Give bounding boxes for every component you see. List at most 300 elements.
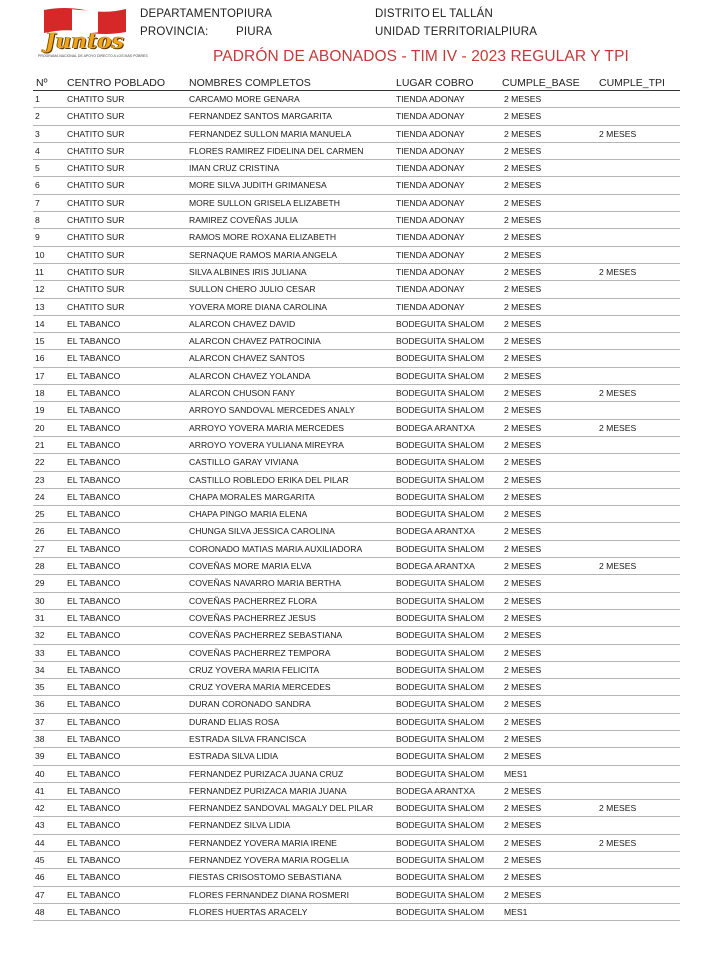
col-cumple-tpi: CUMPLE_TPI: [599, 77, 665, 89]
table-row: [33, 316, 680, 333]
row-centro-poblado: CHATITO SUR: [67, 266, 125, 277]
row-nombre: FERNANDEZ PURIZACA JUANA CRUZ: [189, 768, 344, 779]
row-number: 13: [35, 301, 45, 312]
row-number: 8: [35, 215, 40, 226]
row-centro-poblado: CHATITO SUR: [67, 284, 125, 295]
table-row: [33, 333, 680, 350]
dep-value: PIURA: [236, 8, 273, 20]
row-centro-poblado: CHATITO SUR: [67, 145, 125, 156]
table-row: [33, 575, 680, 592]
row-cumple-base: 2 MESES: [504, 457, 542, 468]
row-lugar-cobro: TIENDA ADONAY: [396, 94, 465, 104]
row-number: 22: [35, 457, 45, 468]
row-cumple-base: 2 MESES: [504, 266, 542, 277]
table-row: [33, 454, 680, 471]
row-lugar-cobro: BODEGUITA SHALOM: [396, 716, 485, 727]
row-number: 21: [35, 439, 45, 450]
row-lugar-cobro: TIENDA ADONAY: [396, 249, 465, 260]
row-nombre: ARROYO YOVERA MARIA MERCEDES: [189, 422, 345, 433]
table-row: [33, 748, 680, 765]
row-number: 46: [35, 872, 45, 883]
table-row: [33, 783, 680, 800]
table-row: [33, 506, 680, 523]
row-lugar-cobro: BODEGUITA SHALOM: [396, 682, 485, 693]
table-row: [33, 731, 680, 748]
table-row: [33, 229, 680, 246]
row-centro-poblado: CHATITO SUR: [67, 215, 125, 226]
row-nombre: ARROYO YOVERA YULIANA MIREYRA: [189, 439, 344, 450]
row-nombre: COVEÑAS MORE MARIA ELVA: [189, 561, 312, 572]
row-number: 33: [35, 647, 45, 658]
table-row: [33, 714, 680, 731]
row-number: 32: [35, 630, 45, 641]
row-number: 2: [35, 111, 40, 122]
row-number: 10: [35, 249, 45, 260]
row-cumple-base: 2 MESES: [504, 163, 542, 174]
row-number: 9: [35, 232, 40, 243]
row-cumple-base: 2 MESES: [504, 872, 542, 883]
row-cumple-base: MES1: [504, 768, 528, 779]
row-centro-poblado: EL TABANCO: [67, 906, 121, 917]
row-lugar-cobro: BODEGUITA SHALOM: [396, 370, 485, 381]
row-lugar-cobro: BODEGUITA SHALOM: [396, 647, 485, 658]
row-cumple-base: 2 MESES: [504, 111, 542, 122]
row-number: 1: [35, 94, 40, 104]
row-centro-poblado: EL TABANCO: [67, 803, 121, 814]
row-lugar-cobro: BODEGUITA SHALOM: [396, 509, 485, 520]
row-nombre: CASTILLO ROBLEDO ERIKA DEL PILAR: [189, 474, 349, 485]
dist-value: EL TALLÁN: [432, 8, 494, 20]
table-row: [33, 627, 680, 644]
juntos-logo: [38, 6, 148, 58]
row-nombre: COVEÑAS PACHERREZ TEMPORA: [189, 647, 331, 658]
row-cumple-tpi: 2 MESES: [599, 561, 637, 572]
row-number: 12: [35, 284, 45, 295]
row-nombre: ARROYO SANDOVAL MERCEDES ANALY: [189, 405, 356, 416]
row-cumple-base: 2 MESES: [504, 439, 542, 450]
row-cumple-tpi: 2 MESES: [599, 128, 637, 139]
row-cumple-base: 2 MESES: [504, 803, 542, 814]
prov-value: PIURA: [236, 26, 273, 38]
row-centro-poblado: EL TABANCO: [67, 543, 121, 554]
row-cumple-base: 2 MESES: [504, 630, 542, 641]
row-cumple-base: 2 MESES: [504, 180, 542, 191]
row-cumple-base: 2 MESES: [504, 889, 542, 900]
row-number: 18: [35, 388, 45, 399]
row-cumple-base: 2 MESES: [504, 664, 542, 675]
row-number: 26: [35, 526, 45, 537]
row-centro-poblado: EL TABANCO: [67, 405, 121, 416]
row-number: 6: [35, 180, 40, 191]
row-nombre: SILVA ALBINES IRIS JULIANA: [189, 266, 307, 277]
row-centro-poblado: EL TABANCO: [67, 578, 121, 589]
row-number: 17: [35, 370, 45, 381]
row-nombre: ALARCON CHAVEZ YOLANDA: [189, 370, 311, 381]
row-cumple-base: 2 MESES: [504, 682, 542, 693]
row-centro-poblado: EL TABANCO: [67, 561, 121, 572]
row-number: 5: [35, 163, 40, 174]
row-lugar-cobro: TIENDA ADONAY: [396, 111, 465, 122]
row-centro-poblado: CHATITO SUR: [67, 232, 125, 243]
row-centro-poblado: EL TABANCO: [67, 872, 121, 883]
row-nombre: ALARCON CHAVEZ SANTOS: [189, 353, 305, 364]
row-cumple-base: 2 MESES: [504, 526, 542, 537]
row-number: 45: [35, 855, 45, 866]
row-centro-poblado: EL TABANCO: [67, 526, 121, 537]
table-row: [33, 143, 680, 160]
row-centro-poblado: EL TABANCO: [67, 370, 121, 381]
row-lugar-cobro: BODEGUITA SHALOM: [396, 474, 485, 485]
row-lugar-cobro: TIENDA ADONAY: [396, 197, 465, 208]
document-title: PADRÓN DE ABONADOS - TIM IV - 2023 REGULAR Y TPI: [213, 48, 629, 65]
table-row: [33, 350, 680, 367]
table-body: [33, 91, 680, 921]
row-lugar-cobro: TIENDA ADONAY: [396, 128, 465, 139]
row-nombre: FIESTAS CRISOSTOMO SEBASTIANA: [189, 872, 342, 883]
table-row: [33, 212, 680, 229]
row-number: 28: [35, 561, 45, 572]
row-cumple-tpi: 2 MESES: [599, 422, 637, 433]
row-nombre: FLORES RAMIREZ FIDELINA DEL CARMEN: [189, 145, 364, 156]
row-nombre: CARCAMO MORE GENARA: [189, 94, 300, 104]
table-row: [33, 800, 680, 817]
row-nombre: MORE SULLON GRISELA ELIZABETH: [189, 197, 340, 208]
row-lugar-cobro: TIENDA ADONAY: [396, 163, 465, 174]
row-nombre: RAMIREZ COVEÑAS JULIA: [189, 215, 298, 226]
row-number: 31: [35, 612, 45, 623]
row-lugar-cobro: TIENDA ADONAY: [396, 301, 465, 312]
row-cumple-base: 2 MESES: [504, 595, 542, 606]
row-cumple-base: 2 MESES: [504, 612, 542, 623]
row-nombre: CASTILLO GARAY VIVIANA: [189, 457, 299, 468]
table-row: [33, 472, 680, 489]
logo-wordmark: Juntos: [45, 28, 125, 53]
row-lugar-cobro: BODEGUITA SHALOM: [396, 664, 485, 675]
row-lugar-cobro: BODEGUITA SHALOM: [396, 751, 485, 762]
row-cumple-base: 2 MESES: [504, 422, 542, 433]
row-cumple-base: 2 MESES: [504, 785, 542, 796]
row-lugar-cobro: BODEGUITA SHALOM: [396, 820, 485, 831]
row-cumple-base: 2 MESES: [504, 733, 542, 744]
row-lugar-cobro: BODEGUITA SHALOM: [396, 837, 485, 848]
row-lugar-cobro: BODEGUITA SHALOM: [396, 405, 485, 416]
row-nombre: FERNANDEZ SULLON MARIA MANUELA: [189, 128, 352, 139]
row-nombre: MORE SILVA JUDITH GRIMANESA: [189, 180, 327, 191]
table-header: [33, 76, 680, 91]
row-cumple-base: 2 MESES: [504, 145, 542, 156]
row-centro-poblado: EL TABANCO: [67, 768, 121, 779]
row-number: 20: [35, 422, 45, 433]
row-centro-poblado: CHATITO SUR: [67, 94, 125, 104]
row-nombre: ESTRADA SILVA LIDIA: [189, 751, 278, 762]
row-centro-poblado: EL TABANCO: [67, 837, 121, 848]
col-centro-poblado: CENTRO POBLADO: [67, 77, 166, 89]
table-row: [33, 264, 680, 281]
row-number: 36: [35, 699, 45, 710]
row-number: 30: [35, 595, 45, 606]
row-centro-poblado: EL TABANCO: [67, 388, 121, 399]
table-row: [33, 402, 680, 419]
row-cumple-base: MES1: [504, 906, 528, 917]
row-centro-poblado: EL TABANCO: [67, 318, 121, 329]
row-centro-poblado: EL TABANCO: [67, 751, 121, 762]
row-number: 41: [35, 785, 45, 796]
row-lugar-cobro: BODEGUITA SHALOM: [396, 318, 485, 329]
row-centro-poblado: CHATITO SUR: [67, 128, 125, 139]
row-nombre: CHAPA MORALES MARGARITA: [189, 491, 315, 502]
row-number: 47: [35, 889, 45, 900]
dep-label: DEPARTAMENTO: [140, 8, 237, 20]
row-lugar-cobro: TIENDA ADONAY: [396, 215, 465, 226]
row-number: 39: [35, 751, 45, 762]
row-number: 37: [35, 716, 45, 727]
row-lugar-cobro: TIENDA ADONAY: [396, 180, 465, 191]
row-nombre: FERNANDEZ YOVERA MARIA ROGELIA: [189, 855, 349, 866]
row-cumple-base: 2 MESES: [504, 561, 542, 572]
row-nombre: COVEÑAS NAVARRO MARIA BERTHA: [189, 578, 341, 589]
table-row: [33, 91, 680, 108]
table-row: [33, 541, 680, 558]
row-number: 7: [35, 197, 40, 208]
row-nombre: CORONADO MATIAS MARIA AUXILIADORA: [189, 543, 363, 554]
row-nombre: ESTRADA SILVA FRANCISCA: [189, 733, 307, 744]
row-lugar-cobro: BODEGUITA SHALOM: [396, 612, 485, 623]
row-number: 14: [35, 318, 45, 329]
row-cumple-base: 2 MESES: [504, 837, 542, 848]
row-cumple-base: 2 MESES: [504, 94, 542, 104]
table-row: [33, 385, 680, 402]
row-nombre: CRUZ YOVERA MARIA FELICITA: [189, 664, 320, 675]
row-cumple-base: 2 MESES: [504, 336, 542, 347]
row-centro-poblado: EL TABANCO: [67, 733, 121, 744]
table-row: [33, 817, 680, 834]
row-cumple-base: 2 MESES: [504, 370, 542, 381]
row-number: 29: [35, 578, 45, 589]
row-lugar-cobro: BODEGUITA SHALOM: [396, 803, 485, 814]
row-nombre: FERNANDEZ YOVERA MARIA IRENE: [189, 837, 337, 848]
row-cumple-base: 2 MESES: [504, 232, 542, 243]
table-row: [33, 662, 680, 679]
row-centro-poblado: EL TABANCO: [67, 630, 121, 641]
row-lugar-cobro: BODEGUITA SHALOM: [396, 457, 485, 468]
row-centro-poblado: EL TABANCO: [67, 664, 121, 675]
row-nombre: FERNANDEZ SILVA LIDIA: [189, 820, 291, 831]
row-lugar-cobro: BODEGUITA SHALOM: [396, 491, 485, 502]
row-cumple-base: 2 MESES: [504, 491, 542, 502]
row-lugar-cobro: BODEGUITA SHALOM: [396, 595, 485, 606]
row-lugar-cobro: BODEGUITA SHALOM: [396, 336, 485, 347]
row-centro-poblado: EL TABANCO: [67, 647, 121, 658]
row-centro-poblado: EL TABANCO: [67, 353, 121, 364]
row-cumple-base: 2 MESES: [504, 284, 542, 295]
row-number: 35: [35, 682, 45, 693]
table-row: [33, 610, 680, 627]
table-row: [33, 558, 680, 575]
table-row: [33, 437, 680, 454]
row-lugar-cobro: BODEGUITA SHALOM: [396, 872, 485, 883]
prov-label: PROVINCIA:: [140, 26, 209, 38]
table-row: [33, 869, 680, 886]
table-row: [33, 368, 680, 385]
row-lugar-cobro: BODEGUITA SHALOM: [396, 630, 485, 641]
row-nombre: FLORES HUERTAS ARACELY: [189, 906, 308, 917]
row-number: 15: [35, 336, 45, 347]
row-nombre: ALARCON CHAVEZ PATROCINIA: [189, 336, 321, 347]
row-number: 27: [35, 543, 45, 554]
row-centro-poblado: CHATITO SUR: [67, 180, 125, 191]
row-cumple-base: 2 MESES: [504, 128, 542, 139]
row-nombre: YOVERA MORE DIANA CAROLINA: [189, 301, 328, 312]
row-centro-poblado: EL TABANCO: [67, 474, 121, 485]
row-lugar-cobro: BODEGUITA SHALOM: [396, 353, 485, 364]
row-centro-poblado: EL TABANCO: [67, 820, 121, 831]
row-number: 23: [35, 474, 45, 485]
table-row: [33, 247, 680, 264]
table-row: [33, 420, 680, 437]
row-centro-poblado: CHATITO SUR: [67, 249, 125, 260]
table-row: [33, 887, 680, 904]
row-cumple-base: 2 MESES: [504, 751, 542, 762]
row-lugar-cobro: TIENDA ADONAY: [396, 232, 465, 243]
col-lugar-cobro: LUGAR COBRO: [396, 77, 474, 89]
row-nombre: CRUZ YOVERA MARIA MERCEDES: [189, 682, 331, 693]
row-centro-poblado: EL TABANCO: [67, 889, 121, 900]
col-cumple-base: CUMPLE_BASE: [502, 77, 580, 89]
row-nombre: FERNANDEZ SANDOVAL MAGALY DEL PILAR: [189, 803, 374, 814]
row-number: 38: [35, 733, 45, 744]
row-cumple-base: 2 MESES: [504, 301, 542, 312]
row-cumple-base: 2 MESES: [504, 318, 542, 329]
row-nombre: FLORES FERNANDEZ DIANA ROSMERI: [189, 889, 349, 900]
dist-label: DISTRITO: [375, 8, 431, 20]
row-lugar-cobro: BODEGA ARANTXA: [396, 526, 475, 537]
table-row: [33, 126, 680, 143]
row-cumple-base: 2 MESES: [504, 820, 542, 831]
row-number: 48: [35, 906, 45, 917]
row-centro-poblado: EL TABANCO: [67, 699, 121, 710]
row-centro-poblado: EL TABANCO: [67, 509, 121, 520]
row-lugar-cobro: BODEGUITA SHALOM: [396, 543, 485, 554]
row-cumple-base: 2 MESES: [504, 578, 542, 589]
table-row: [33, 299, 680, 316]
row-number: 4: [35, 145, 40, 156]
row-nombre: CHUNGA SILVA JESSICA CAROLINA: [189, 526, 335, 537]
row-centro-poblado: CHATITO SUR: [67, 197, 125, 208]
row-cumple-base: 2 MESES: [504, 197, 542, 208]
row-nombre: COVEÑAS PACHERREZ FLORA: [189, 595, 317, 606]
row-cumple-base: 2 MESES: [504, 353, 542, 364]
row-cumple-base: 2 MESES: [504, 405, 542, 416]
row-centro-poblado: EL TABANCO: [67, 612, 121, 623]
table-row: [33, 195, 680, 212]
table-row: [33, 523, 680, 540]
row-nombre: DURAN CORONADO SANDRA: [189, 699, 311, 710]
row-nombre: SERNAQUE RAMOS MARIA ANGELA: [189, 249, 338, 260]
row-cumple-base: 2 MESES: [504, 509, 542, 520]
row-cumple-tpi: 2 MESES: [599, 837, 637, 848]
row-lugar-cobro: BODEGA ARANTXA: [396, 422, 475, 433]
table-row: [33, 696, 680, 713]
table-row: [33, 835, 680, 852]
row-lugar-cobro: BODEGUITA SHALOM: [396, 855, 485, 866]
row-cumple-base: 2 MESES: [504, 699, 542, 710]
row-number: 42: [35, 803, 45, 814]
table-row: [33, 593, 680, 610]
table-row: [33, 177, 680, 194]
col-number: Nº: [36, 77, 48, 89]
row-nombre: DURAND ELIAS ROSA: [189, 716, 280, 727]
row-number: 16: [35, 353, 45, 364]
row-cumple-base: 2 MESES: [504, 716, 542, 727]
row-nombre: COVEÑAS PACHERREZ SEBASTIANA: [189, 630, 343, 641]
row-lugar-cobro: TIENDA ADONAY: [396, 145, 465, 156]
row-centro-poblado: EL TABANCO: [67, 439, 121, 450]
table-row: [33, 160, 680, 177]
row-centro-poblado: EL TABANCO: [67, 682, 121, 693]
row-lugar-cobro: TIENDA ADONAY: [396, 284, 465, 295]
row-nombre: CHAPA PINGO MARIA ELENA: [189, 509, 308, 520]
row-cumple-base: 2 MESES: [504, 647, 542, 658]
row-centro-poblado: CHATITO SUR: [67, 163, 125, 174]
row-nombre: ALARCON CHAVEZ DAVID: [189, 318, 296, 329]
row-lugar-cobro: BODEGA ARANTXA: [396, 785, 475, 796]
row-number: 19: [35, 405, 45, 416]
row-cumple-base: 2 MESES: [504, 388, 542, 399]
row-cumple-base: 2 MESES: [504, 855, 542, 866]
table-row: [33, 489, 680, 506]
row-centro-poblado: EL TABANCO: [67, 785, 121, 796]
table-row: [33, 281, 680, 298]
logo-tagline: PROGRAMA NACIONAL DE APOYO DIRECTO A LOS MÁS POBRES: [38, 54, 148, 58]
row-centro-poblado: CHATITO SUR: [67, 111, 125, 122]
row-lugar-cobro: TIENDA ADONAY: [396, 266, 465, 277]
row-centro-poblado: EL TABANCO: [67, 716, 121, 727]
row-cumple-base: 2 MESES: [504, 249, 542, 260]
table-row: [33, 679, 680, 696]
row-centro-poblado: EL TABANCO: [67, 422, 121, 433]
row-cumple-tpi: 2 MESES: [599, 266, 637, 277]
row-nombre: ALARCON CHUSON FANY: [189, 388, 296, 399]
row-centro-poblado: EL TABANCO: [67, 491, 121, 502]
row-centro-poblado: EL TABANCO: [67, 336, 121, 347]
row-cumple-base: 2 MESES: [504, 474, 542, 485]
row-nombre: RAMOS MORE ROXANA ELIZABETH: [189, 232, 337, 243]
row-cumple-tpi: 2 MESES: [599, 803, 637, 814]
row-number: 11: [35, 266, 44, 277]
row-number: 3: [35, 128, 40, 139]
row-centro-poblado: EL TABANCO: [67, 595, 121, 606]
row-number: 43: [35, 820, 45, 831]
table-row: [33, 852, 680, 869]
table-row: [33, 766, 680, 783]
row-lugar-cobro: BODEGUITA SHALOM: [396, 733, 485, 744]
row-number: 24: [35, 491, 45, 502]
row-lugar-cobro: BODEGUITA SHALOM: [396, 889, 485, 900]
row-centro-poblado: EL TABANCO: [67, 855, 121, 866]
row-lugar-cobro: BODEGUITA SHALOM: [396, 768, 485, 779]
row-number: 44: [35, 837, 45, 848]
row-centro-poblado: EL TABANCO: [67, 457, 121, 468]
table-row: [33, 108, 680, 125]
unit-value: PIURA: [501, 26, 538, 38]
col-nombres: NOMBRES COMPLETOS: [189, 77, 311, 89]
row-cumple-tpi: 2 MESES: [599, 388, 637, 399]
row-lugar-cobro: BODEGUITA SHALOM: [396, 578, 485, 589]
row-cumple-base: 2 MESES: [504, 215, 542, 226]
row-centro-poblado: CHATITO SUR: [67, 301, 125, 312]
row-nombre: SULLON CHERO JULIO CESAR: [189, 284, 316, 295]
row-number: 34: [35, 664, 45, 675]
